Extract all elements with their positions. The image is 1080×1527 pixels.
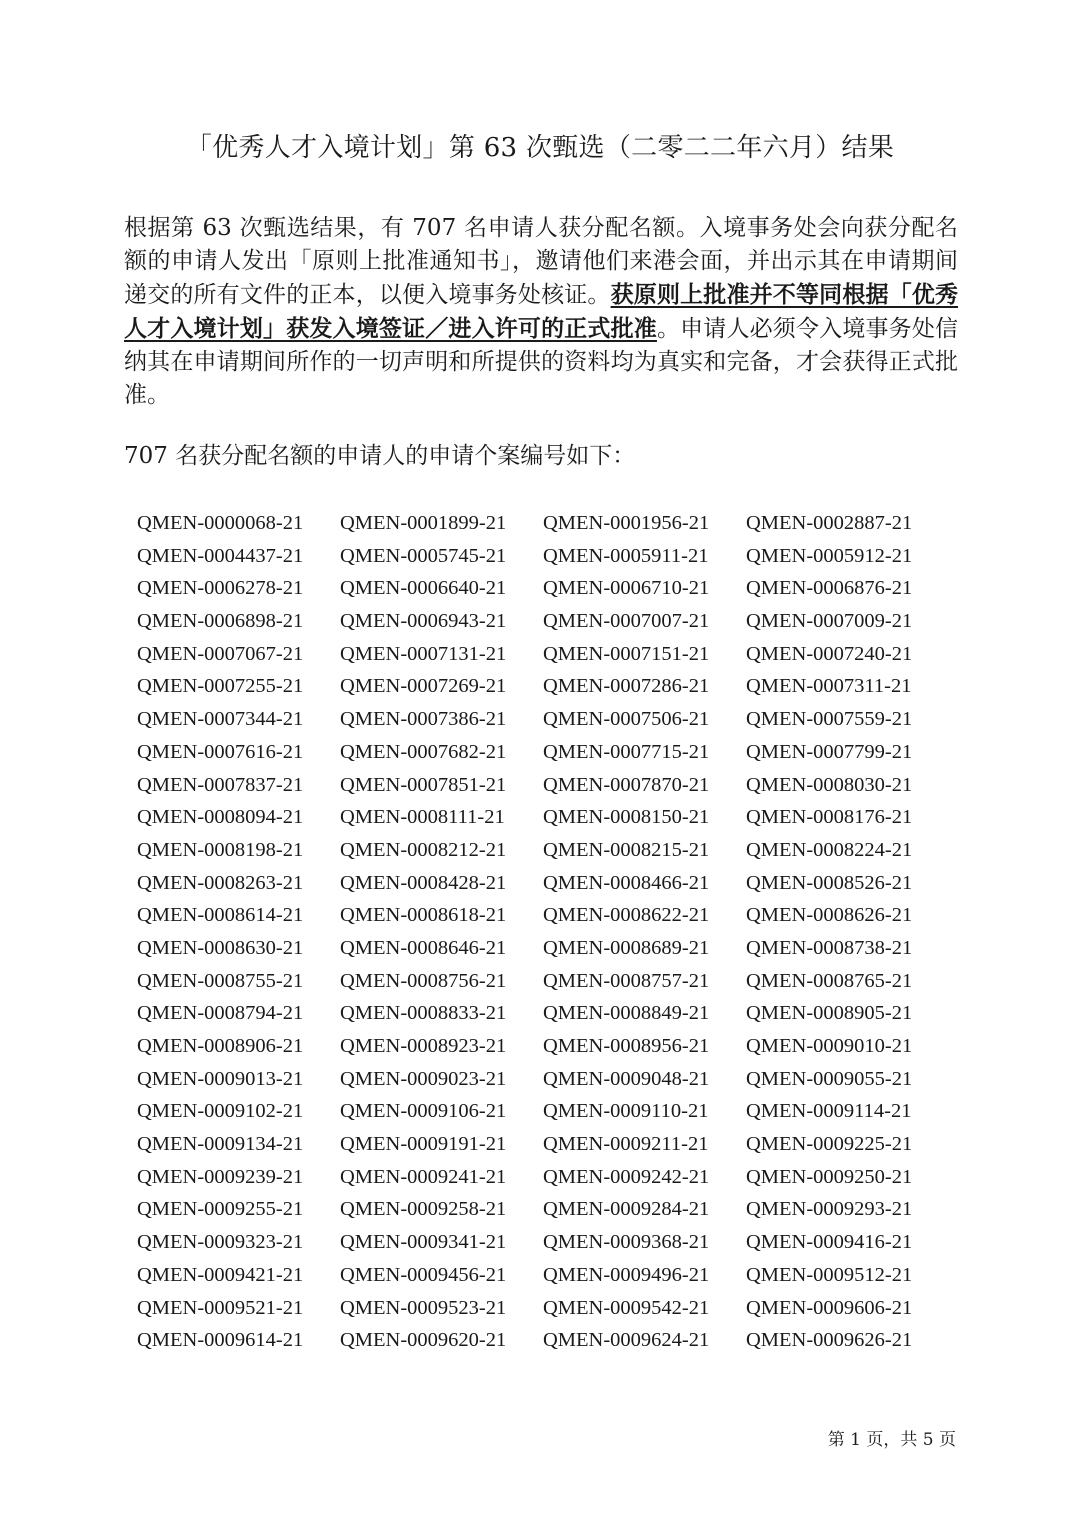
- case-number-item: QMEN-0008833-21: [340, 1002, 507, 1025]
- case-number-item: QMEN-0009134-21: [137, 1133, 304, 1156]
- case-number-item: QMEN-0007715-21: [543, 740, 710, 763]
- case-number-item: QMEN-0008111-21: [340, 806, 505, 829]
- case-number-item: QMEN-0009496-21: [543, 1263, 710, 1286]
- case-number-item: QMEN-0008618-21: [340, 904, 507, 927]
- case-number-item: QMEN-0009416-21: [746, 1231, 913, 1254]
- case-number-item: QMEN-0009055-21: [746, 1067, 913, 1090]
- case-number-item: QMEN-0008906-21: [137, 1035, 304, 1057]
- case-number-item: QMEN-0009225-21: [746, 1133, 913, 1156]
- case-number-item: QMEN-0007870-21: [543, 773, 710, 796]
- case-number-item: QMEN-0009010-21: [746, 1035, 913, 1057]
- case-number-item: QMEN-0006278-21: [137, 577, 304, 600]
- case-number-item: QMEN-0009106-21: [340, 1100, 507, 1123]
- case-number-item: QMEN-0007311-21: [746, 675, 912, 698]
- case-number-item: QMEN-0009606-21: [746, 1296, 913, 1319]
- case-number-item: QMEN-0007799-21: [746, 740, 913, 763]
- case-number-item: QMEN-0009211-21: [543, 1133, 709, 1156]
- case-number-item: QMEN-0008849-21: [543, 1002, 710, 1025]
- case-number-item: QMEN-0008466-21: [543, 871, 710, 894]
- case-number-item: QMEN-0009013-21: [137, 1067, 304, 1090]
- case-list-heading: 707 名获分配名额的申请人的申请个案编号如下：: [124, 443, 636, 469]
- case-number-item: QMEN-0008428-21: [340, 871, 507, 894]
- intro-text-part1: 根据第 63 次甄选结果，有 707 名申请人获分配名额。入境事务处会向获分配名额的申请人发出「原则上批准通知书」，邀请他们来港会面，并出示其在申请期间递交的所有文件的正本，以便入境事务处核证。: [124, 215, 958, 308]
- case-number-item: QMEN-0008094-21: [137, 806, 304, 829]
- case-number-item: QMEN-0008614-21: [137, 904, 304, 927]
- case-number-item: QMEN-0009523-21: [340, 1296, 507, 1319]
- case-number-item: QMEN-0008526-21: [746, 871, 913, 894]
- case-number-item: QMEN-0009323-21: [137, 1231, 304, 1254]
- case-number-item: QMEN-0007131-21: [340, 642, 507, 665]
- case-number-item: QMEN-0007009-21: [746, 610, 913, 633]
- case-number-item: QMEN-0007386-21: [340, 708, 507, 731]
- case-number-item: QMEN-0008263-21: [137, 871, 304, 894]
- case-number-item: QMEN-0009284-21: [543, 1198, 710, 1221]
- case-number-item: QMEN-0009521-21: [137, 1296, 304, 1319]
- case-number-item: QMEN-0007559-21: [746, 708, 913, 731]
- case-number-item: QMEN-0008212-21: [340, 838, 507, 861]
- case-number-item: QMEN-0007067-21: [137, 642, 304, 665]
- case-number-item: QMEN-0008030-21: [746, 773, 913, 796]
- case-number-item: QMEN-0008794-21: [137, 1002, 304, 1025]
- case-number-item: QMEN-0008215-21: [543, 838, 710, 861]
- case-number-item: QMEN-0009048-21: [543, 1067, 710, 1090]
- case-number-item: QMEN-0009241-21: [340, 1165, 507, 1188]
- case-number-item: QMEN-0008630-21: [137, 936, 304, 959]
- case-number-item: QMEN-0002887-21: [746, 512, 913, 534]
- case-number-item: QMEN-0009242-21: [543, 1165, 710, 1188]
- page-number: 第 1 页，共 5 页: [827, 1430, 956, 1450]
- case-number-item: QMEN-0008757-21: [543, 969, 710, 992]
- case-number-item: QMEN-0009421-21: [137, 1263, 304, 1286]
- case-number-item: QMEN-0007851-21: [340, 773, 507, 796]
- case-number-item: QMEN-0009456-21: [340, 1263, 507, 1286]
- case-number-item: QMEN-0008689-21: [543, 936, 710, 959]
- case-number-item: QMEN-0007506-21: [543, 708, 710, 731]
- case-number-item: QMEN-0000068-21: [137, 512, 304, 534]
- intro-paragraph: [124, 212, 958, 412]
- case-number-item: QMEN-0008738-21: [746, 936, 913, 959]
- case-number-item: QMEN-0009258-21: [340, 1198, 507, 1221]
- case-number-item: QMEN-0009023-21: [340, 1067, 507, 1090]
- case-number-item: QMEN-0007682-21: [340, 740, 507, 763]
- case-number-item: QMEN-0007286-21: [543, 675, 710, 698]
- case-number-item: QMEN-0009191-21: [340, 1133, 507, 1156]
- case-number-item: QMEN-0005912-21: [746, 544, 913, 567]
- case-number-item: QMEN-0009293-21: [746, 1198, 913, 1221]
- case-number-item: QMEN-0009368-21: [543, 1231, 710, 1254]
- case-number-item: QMEN-0009614-21: [137, 1329, 304, 1352]
- case-number-item: QMEN-0008765-21: [746, 969, 913, 992]
- case-number-item: QMEN-0009114-21: [746, 1100, 912, 1123]
- case-number-item: QMEN-0009255-21: [137, 1198, 304, 1221]
- case-number-item: QMEN-0008905-21: [746, 1002, 913, 1025]
- case-number-item: QMEN-0005745-21: [340, 544, 507, 567]
- case-number-item: QMEN-0007151-21: [543, 642, 710, 665]
- case-number-item: QMEN-0006710-21: [543, 577, 710, 600]
- case-number-item: QMEN-0007344-21: [137, 708, 304, 731]
- case-number-item: QMEN-0009102-21: [137, 1100, 304, 1123]
- case-number-item: QMEN-0007269-21: [340, 675, 507, 698]
- case-number-item: QMEN-0008626-21: [746, 904, 913, 927]
- page-title: 「优秀人才入境计划」第 63 次甄选（二零二二年六月）结果: [185, 133, 895, 163]
- case-number-list: [124, 507, 944, 1357]
- case-number-item: QMEN-0006876-21: [746, 577, 913, 600]
- case-number-item: QMEN-0009250-21: [746, 1165, 913, 1188]
- case-number-item: QMEN-0009110-21: [543, 1100, 709, 1123]
- case-number-item: QMEN-0009626-21: [746, 1329, 913, 1352]
- case-number-item: QMEN-0006640-21: [340, 577, 507, 600]
- case-number-item: QMEN-0007240-21: [746, 642, 913, 665]
- case-number-item: QMEN-0008176-21: [746, 806, 913, 829]
- case-number-item: QMEN-0008622-21: [543, 904, 710, 927]
- case-number-item: QMEN-0008150-21: [543, 806, 710, 829]
- case-number-item: QMEN-0008224-21: [746, 838, 913, 861]
- case-number-item: QMEN-0009239-21: [137, 1165, 304, 1188]
- case-number-item: QMEN-0006898-21: [137, 610, 304, 633]
- case-number-item: QMEN-0009624-21: [543, 1329, 710, 1352]
- case-number-item: QMEN-0008756-21: [340, 969, 507, 992]
- case-number-item: QMEN-0001899-21: [340, 512, 507, 534]
- intro-text-part2: 。申请人必须令入境事务处信纳其在申请期间所作的一切声明和所提供的资料均为真实和完备，才会获得正式批准。: [124, 316, 959, 408]
- case-number-item: QMEN-0009620-21: [340, 1329, 507, 1352]
- case-number-item: QMEN-0007616-21: [137, 740, 304, 763]
- case-number-item: QMEN-0008198-21: [137, 838, 304, 861]
- case-number-item: QMEN-0007255-21: [137, 675, 304, 698]
- case-number-item: QMEN-0004437-21: [137, 544, 304, 567]
- case-number-item: QMEN-0009341-21: [340, 1231, 507, 1254]
- case-number-item: QMEN-0008956-21: [543, 1035, 710, 1057]
- case-number-item: QMEN-0009512-21: [746, 1263, 913, 1286]
- case-number-item: QMEN-0008755-21: [137, 969, 304, 992]
- case-number-item: QMEN-0009542-21: [543, 1296, 710, 1319]
- intro-emphasis: 获原则上批准并不等同根据「优秀人才入境计划」获发入境签证／进入许可的正式批准: [124, 281, 959, 342]
- case-number-item: QMEN-0007837-21: [137, 773, 304, 796]
- case-number-item: QMEN-0005911-21: [543, 544, 709, 567]
- case-number-item: QMEN-0007007-21: [543, 610, 710, 633]
- case-number-item: QMEN-0001956-21: [543, 512, 710, 534]
- case-number-item: QMEN-0006943-21: [340, 610, 507, 633]
- case-number-item: QMEN-0008923-21: [340, 1035, 507, 1057]
- case-number-item: QMEN-0008646-21: [340, 936, 507, 959]
